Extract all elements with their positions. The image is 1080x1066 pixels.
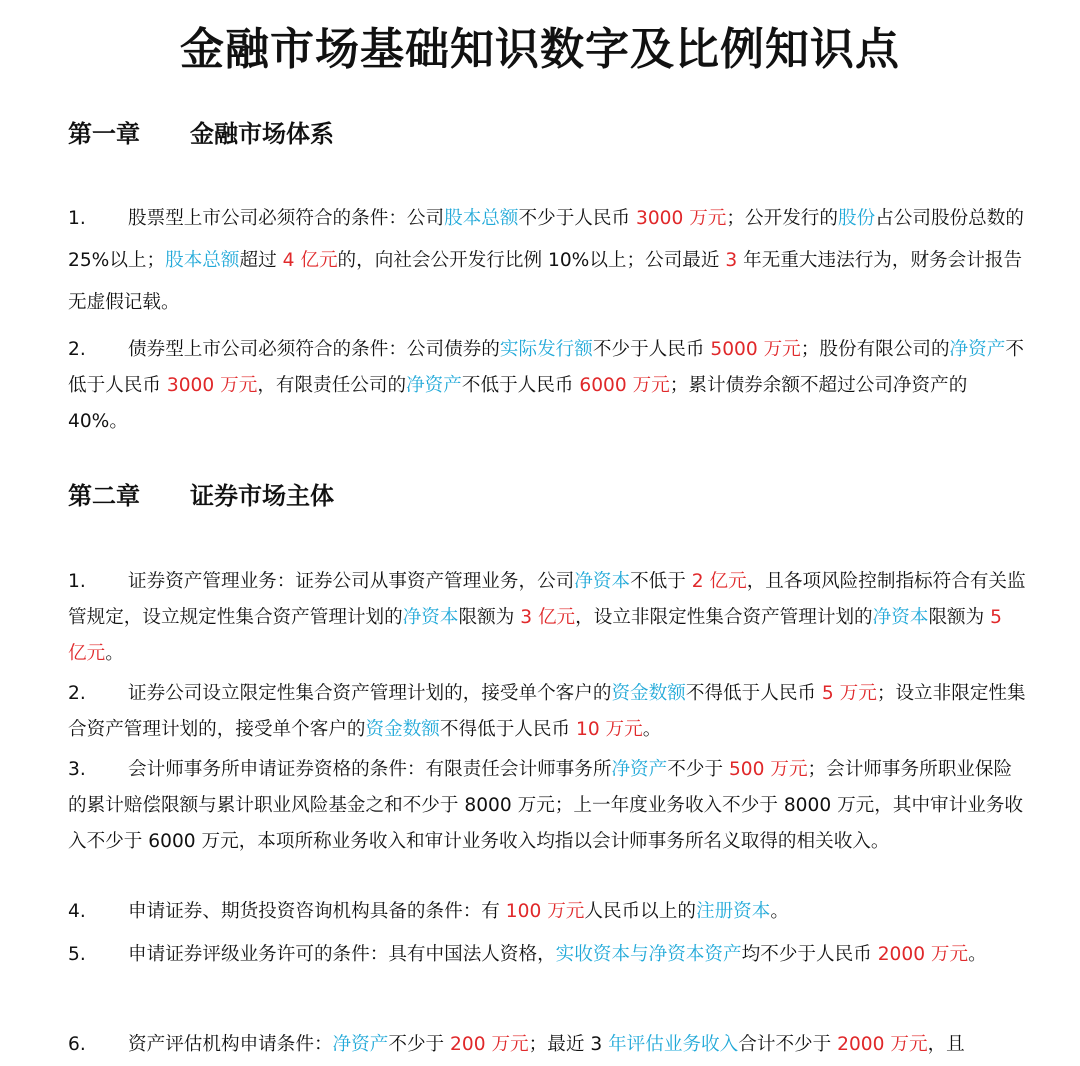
page-title: 金融市场基础知识数字及比例知识点	[180, 24, 900, 75]
highlight-term: 净资产	[406, 375, 462, 396]
text-segment: ；股份有限公司的	[800, 339, 950, 360]
text-segment: 均不少于人民币	[741, 944, 878, 965]
item-index: 2.	[68, 339, 86, 360]
highlight-number: 5 万元	[821, 683, 877, 704]
chapter-heading	[68, 478, 334, 514]
list-item	[68, 564, 1026, 672]
highlight-term: 股本总额	[165, 250, 240, 271]
text-segment: 不少于	[667, 759, 729, 780]
text-segment: 不少于	[388, 1034, 451, 1055]
item-index: 4.	[68, 901, 86, 922]
item-text	[68, 683, 1026, 740]
highlight-term: 净资产	[332, 1034, 389, 1055]
highlight-number: 3 亿元	[520, 607, 576, 628]
chapter-number: 第二章	[68, 482, 140, 510]
highlight-term: 实收资本与净资本资产	[555, 944, 742, 965]
highlight-term: 净资本	[872, 607, 929, 628]
text-segment: 证券公司设立限定性集合资产管理计划的，接受单个客户的	[128, 683, 612, 704]
highlight-number: 200 万元	[450, 1034, 529, 1055]
text-segment: ，有限责任公司的	[257, 375, 407, 396]
text-segment: 合计不少于	[738, 1034, 838, 1055]
chapter-name: 证券市场主体	[190, 482, 334, 510]
text-segment: 债券型上市公司必须符合的条件：公司债券的	[128, 339, 500, 360]
text-segment: 会计师事务所申请证券资格的条件：有限责任会计师事务所	[128, 759, 612, 780]
text-segment: 限额为	[458, 607, 521, 628]
highlight-number: 4 亿元	[282, 250, 338, 271]
highlight-term: 股本总额	[444, 208, 519, 229]
item-text	[68, 571, 1026, 664]
text-segment: 年无重大违法行为，财务会计报告无虚假记载。	[68, 250, 1023, 313]
text-segment: 占公司股份总数的 25%以上；	[68, 208, 1024, 271]
highlight-number: 10 万元	[575, 719, 643, 740]
list-item	[68, 752, 1026, 860]
highlight-term: 净资产	[611, 759, 668, 780]
item-index: 3.	[68, 759, 86, 780]
text-segment: ；会计师事务所职业保险的累计赔偿限额与累计职业风险基金之和不少于 8000 万元；上一年度业务收入不少于 8000 万元，其中审计业务收入不少于 6000 万元，本项所称业务收入和审计业务收入均指以会计师事务所名义取得的相关收入。	[68, 759, 1024, 852]
text-segment: 不少于人民币	[518, 208, 636, 229]
text-segment: 超过	[239, 250, 283, 271]
highlight-term: 净资本	[402, 607, 459, 628]
highlight-number: 5000 万元	[710, 339, 801, 360]
item-text	[68, 759, 1023, 852]
item-index: 1.	[68, 571, 86, 592]
text-segment: ；累计债券余额不超过公司净资产的 40%。	[68, 375, 968, 432]
text-segment: ；公开发行的	[726, 208, 838, 229]
text-segment: 资产评估机构申请条件：	[128, 1034, 333, 1055]
highlight-number: 3	[725, 250, 738, 271]
text-segment: 不得低于人民币	[685, 683, 822, 704]
highlight-number: 3000 万元	[635, 208, 727, 229]
chapter-heading	[68, 116, 334, 152]
highlight-number: 2 亿元	[691, 571, 747, 592]
text-segment: 不低于人民币	[68, 339, 1024, 396]
chapter-number: 第一章	[68, 120, 140, 148]
item-index: 2.	[68, 683, 86, 704]
highlight-term: 资金数额	[611, 683, 686, 704]
text-segment: 。	[105, 643, 124, 664]
highlight-term: 净资本	[574, 571, 631, 592]
item-text	[128, 944, 987, 965]
highlight-number: 2000 万元	[877, 944, 969, 965]
highlight-term: 净资产	[949, 339, 1006, 360]
highlight-number: 3000 万元	[166, 375, 258, 396]
text-segment: ；设立非限定性集合资产管理计划的，接受单个客户的	[68, 683, 1026, 740]
item-text	[128, 901, 789, 922]
text-segment: 不得低于人民币	[439, 719, 576, 740]
text-segment: ，设立非限定性集合资产管理计划的	[575, 607, 873, 628]
highlight-term: 年评估业务收入	[608, 1034, 739, 1055]
text-segment: 不少于人民币	[592, 339, 711, 360]
text-segment: 限额为	[928, 607, 991, 628]
text-segment: 不低于人民币	[461, 375, 580, 396]
highlight-term: 股份	[837, 208, 876, 229]
text-segment: 人民币以上的	[584, 901, 696, 922]
list-item	[68, 894, 1026, 930]
text-segment: 股票型上市公司必须符合的条件：公司	[128, 208, 445, 229]
text-segment: 。	[642, 719, 662, 740]
text-segment: 。	[770, 901, 789, 922]
text-segment: 的，向社会公开发行比例 10%以上；公司最近	[337, 250, 726, 271]
text-segment: 。	[968, 944, 987, 965]
text-segment: ，且	[927, 1034, 965, 1055]
item-text	[128, 1034, 965, 1055]
highlight-number: 6000 万元	[579, 375, 670, 396]
list-item	[68, 332, 1026, 440]
text-segment: 不低于	[630, 571, 692, 592]
text-segment: 申请证券评级业务许可的条件：具有中国法人资格，	[128, 944, 556, 965]
highlight-term: 资金数额	[365, 719, 440, 740]
highlight-term: 注册资本	[695, 901, 771, 922]
highlight-number: 2000 万元	[837, 1034, 928, 1055]
chapter-name: 金融市场体系	[190, 120, 334, 148]
list-item	[68, 198, 1026, 324]
highlight-number: 100 万元	[505, 901, 585, 922]
text-segment: 证券资产管理业务：证券公司从事资产管理业务，公司	[128, 571, 575, 592]
item-index: 5.	[68, 944, 86, 965]
text-segment: ；最近 3	[528, 1034, 609, 1055]
list-item	[68, 676, 1026, 748]
highlight-number: 5 亿元	[68, 607, 1002, 664]
item-text	[68, 208, 1024, 313]
item-index: 6.	[68, 1034, 86, 1055]
highlight-term: 实际发行额	[499, 339, 593, 360]
text-segment: 申请证券、期货投资咨询机构具备的条件：有	[128, 901, 506, 922]
item-text	[68, 339, 1024, 432]
highlight-number: 500 万元	[728, 759, 808, 780]
text-segment: ，且各项风险控制指标符合有关监管规定，设立规定性集合资产管理计划的	[68, 571, 1026, 628]
item-index: 1.	[68, 208, 86, 229]
list-item	[68, 934, 1026, 976]
